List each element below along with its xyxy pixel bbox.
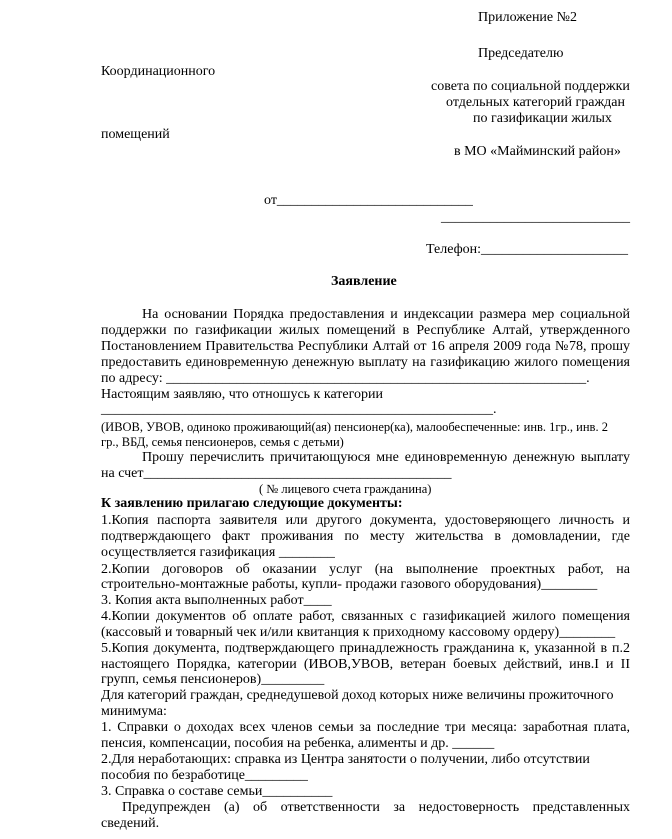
from-field[interactable]: от____________________________ [264, 193, 473, 208]
category-statement: Настоящим заявляю, что отношусь к категории [101, 387, 384, 402]
account-field[interactable]: на счет____________________________________________ [101, 466, 452, 481]
document-2-line-2: строительно-монтажные работы, купли- продажи газового оборудования)________ [101, 577, 598, 592]
certificate-2-line-2: пособия по безработице_________ [101, 768, 308, 783]
document-5-line-3: групп, семья пенсионеров)_________ [101, 672, 325, 687]
account-note: ( № лицевого счета гражданина) [259, 482, 432, 496]
chairman-label: Председателю [478, 46, 564, 61]
municipality-label: в МО «Майминский район» [454, 144, 621, 159]
document-1-line-3: осуществляется газификация ________ [101, 545, 335, 560]
warning-line-1: Предупрежден (а) об ответственности за недостоверность представленных [122, 800, 630, 815]
warning-line-2: сведений. [101, 816, 160, 831]
certificate-3: 3. Справка о составе семьи__________ [101, 784, 333, 799]
from-field-line2[interactable]: ___________________________ [441, 210, 630, 225]
paragraph-1-line-4: предоставить единовременную денежную выплату на газификацию жилого помещения [101, 355, 630, 370]
certificate-1-line-1: 1. Справки о доходах всех членов семьи за последние три месяца: заработная плата, [101, 720, 630, 735]
category-note-line-1: (ИВОВ, УВОВ, одиноко проживающий(ая) пенсионер(ка), малообеспеченные: инв. 1гр., инв. 2 [101, 420, 608, 434]
council-label: совета по социальной поддержки [431, 79, 630, 94]
coordination-label: Координационного [101, 64, 216, 79]
document-3: 3. Копия акта выполненных работ____ [101, 593, 332, 608]
certificate-1-line-2: пенсия, компенсации, пособия на ребенка, алименты и др. ______ [101, 736, 495, 751]
low-income-heading-line-2: минимума: [101, 704, 167, 719]
document-5-line-2: настоящего Порядка, категории (ИВОВ,УВОВ, ветеран боевых действий, инв.I и II [101, 657, 630, 672]
category-field[interactable]: ________________________________________________________. [101, 402, 497, 417]
appendix-label: Приложение №2 [478, 10, 577, 25]
document-4-line-2: (кассовый и товарный чек и/или квитанция к приходному кассовому ордеру)________ [101, 625, 616, 640]
paragraph-1-line-2: поддержки по газификации жилых помещений в Республике Алтай, утвержденного [101, 323, 630, 338]
payment-request-line-1: Прошу перечислить причитающуюся мне единовременную денежную выплату [142, 450, 630, 465]
document-title: Заявление [331, 274, 397, 289]
paragraph-1-line-1: На основании Порядка предоставления и индексации размера мер социальной [142, 307, 630, 322]
document-1-line-2: подтверждающего факт проживания по месту жительства в домовладении, где [101, 529, 630, 544]
paragraph-1-line-3: Постановлением Правительства Республики Алтай от 16 апреля 2009 года №78, прошу [101, 339, 630, 354]
phone-field[interactable]: Телефон:_____________________ [426, 242, 629, 257]
document-2-line-1: 2.Копии договоров об оказании услуг (на выполнение проектных работ, на [101, 562, 630, 577]
document-1-line-1: 1.Копия паспорта заявителя или другого документа, удостоверяющего личность и [101, 513, 630, 528]
low-income-heading-line-1: Для категорий граждан, среднедушевой доход которых ниже величины прожиточного [101, 688, 614, 703]
certificate-2-line-1: 2.Для неработающих: справка из Центра занятости о получении, либо отсутствии [101, 752, 590, 767]
gasification-label: по газификации жилых [473, 111, 612, 126]
address-field[interactable]: по адресу: ____________________________________________________________. [101, 371, 590, 386]
premises-label: помещений [101, 127, 170, 142]
document-4-line-1: 4.Копии документов об оплате работ, связанных с газификацией жилого помещения [101, 609, 630, 624]
category-note-line-2: гр., ВБД, семья пенсионеров, семья с детьми) [101, 435, 344, 449]
categories-label: отдельных категорий граждан [446, 95, 625, 110]
document-5-line-1: 5.Копия документа, подтверждающего принадлежность гражданина к, указанной в п.2 [101, 641, 630, 656]
documents-heading: К заявлению прилагаю следующие документы: [101, 496, 403, 511]
